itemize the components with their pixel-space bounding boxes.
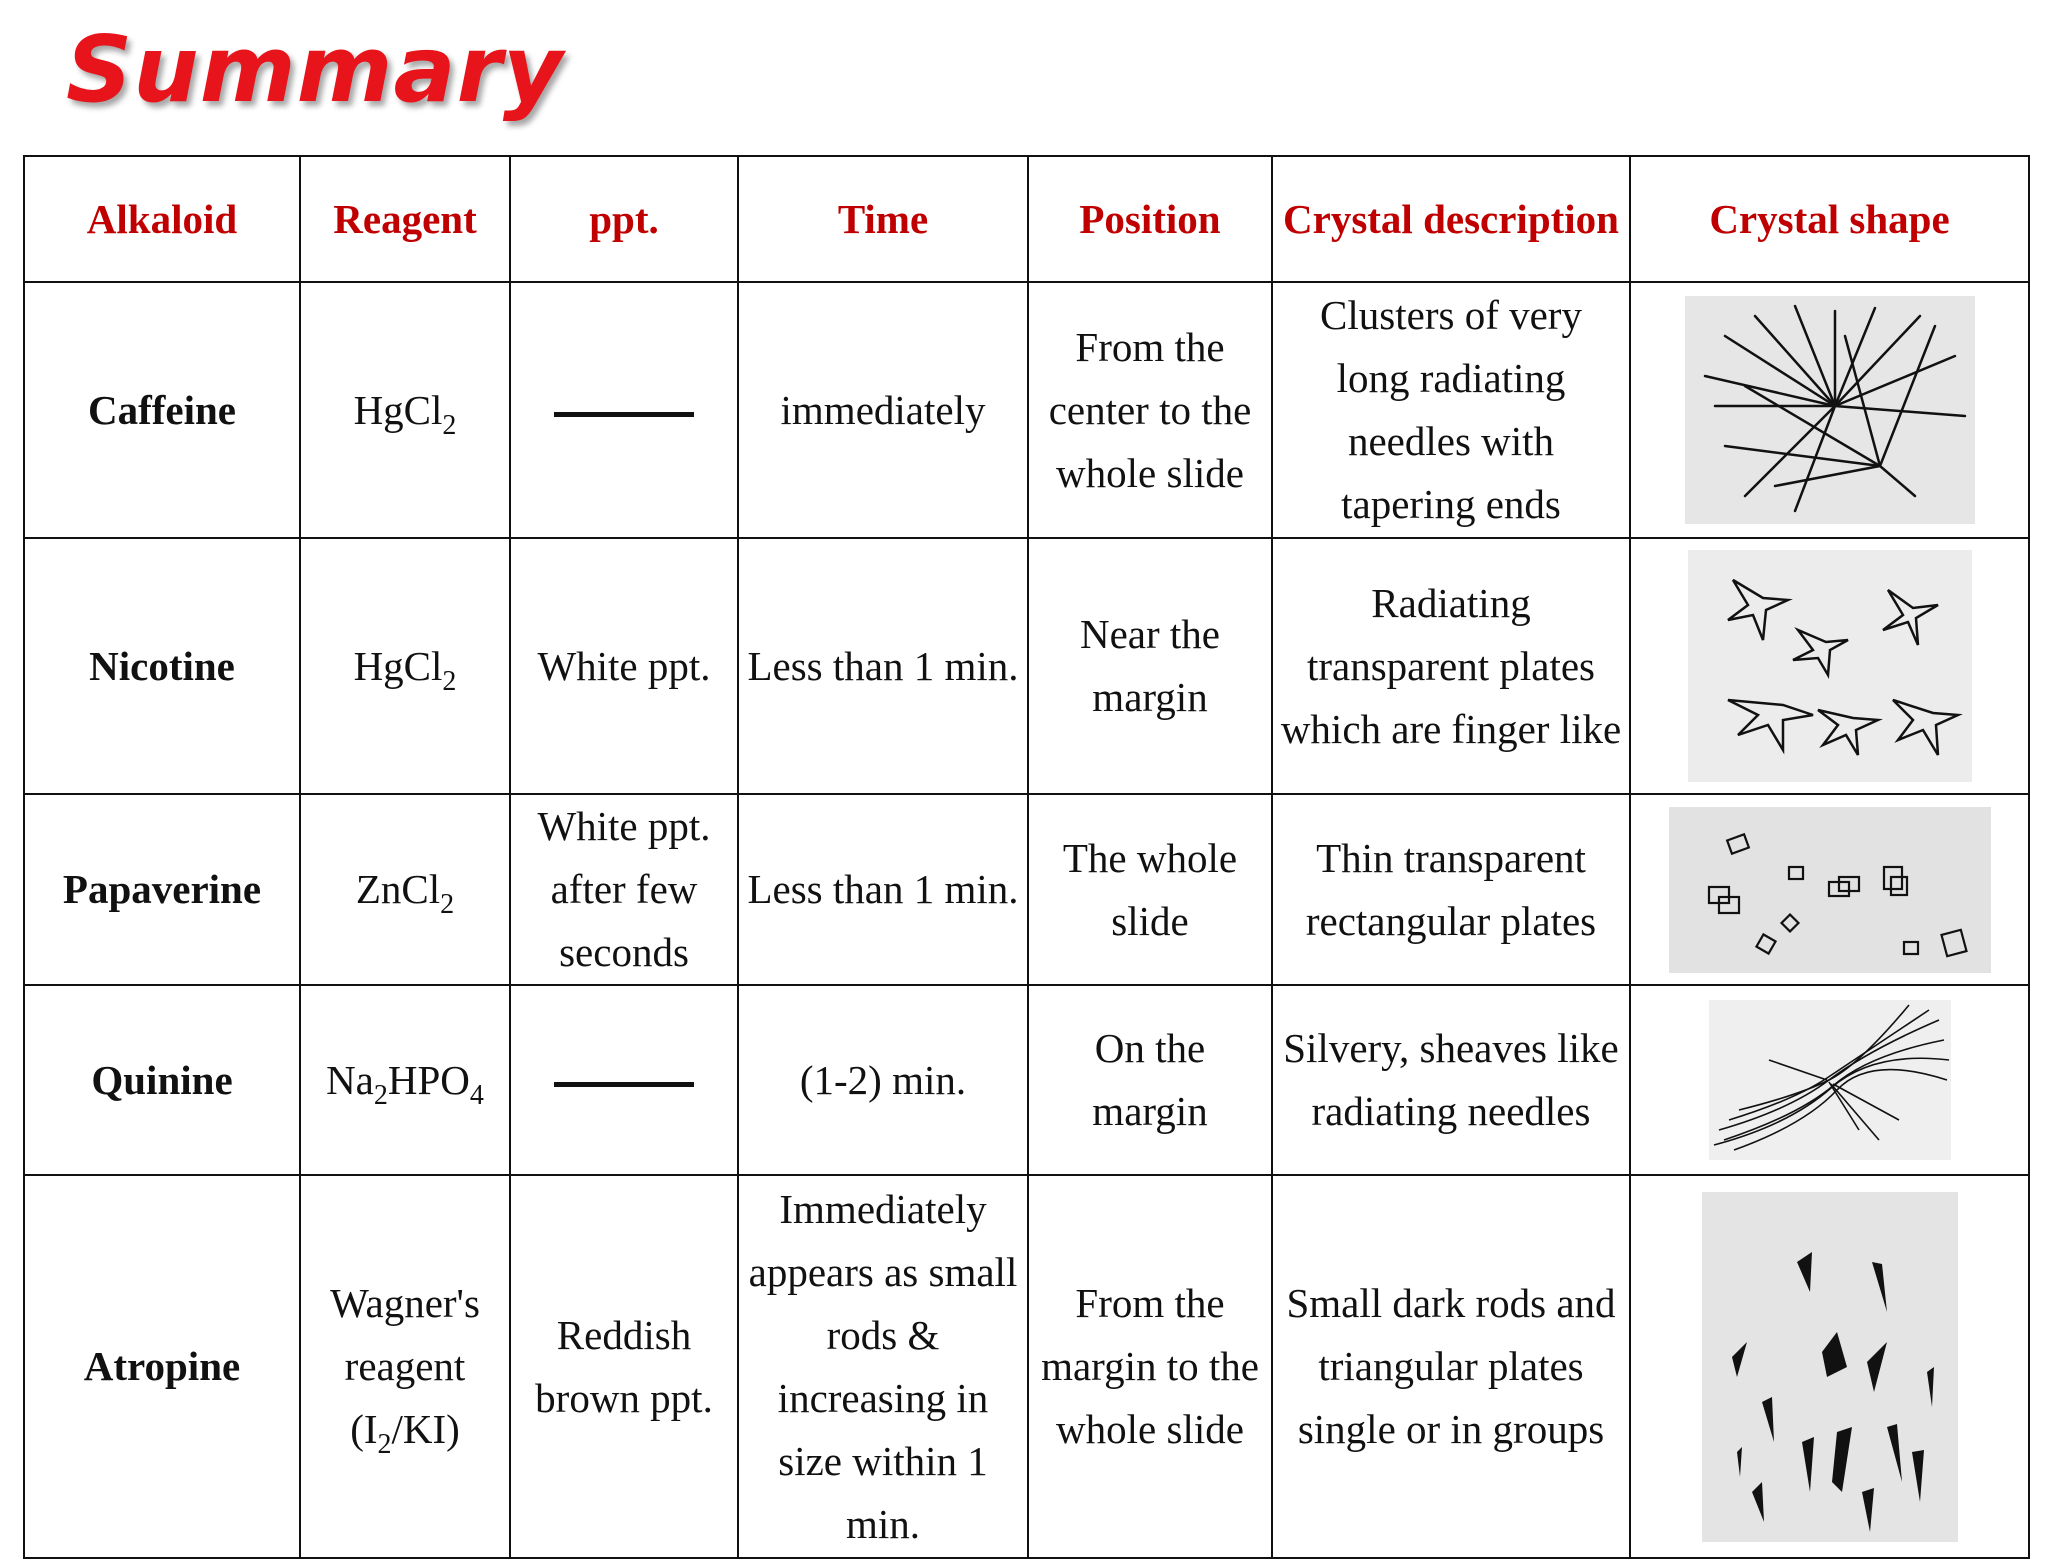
reagent-line: Wagner's xyxy=(330,1280,480,1326)
position-cell: Near the margin xyxy=(1028,538,1272,794)
reagent-cell xyxy=(300,282,510,538)
ppt-cell: Reddish brown ppt. xyxy=(510,1175,738,1558)
reagent-formula xyxy=(307,1398,503,1461)
summary-table xyxy=(23,155,2030,1559)
table-row xyxy=(24,794,2029,985)
finger-like-plates-drawing xyxy=(1688,550,1972,782)
alkaloid-cell: Nicotine xyxy=(24,538,300,794)
reagent-text: HgCl xyxy=(353,642,443,689)
reagent-subscript: 2 xyxy=(442,665,457,697)
dash-line xyxy=(554,412,694,417)
crystal-shape-cell xyxy=(1630,1175,2029,1558)
crystal-shape-cell xyxy=(1630,538,2029,794)
header-crystal-description: Crystal description xyxy=(1272,156,1630,282)
ppt-cell xyxy=(510,282,738,538)
dash-line xyxy=(554,1082,694,1087)
position-cell: On the margin xyxy=(1028,985,1272,1175)
description-cell: Clusters of very long radiating needles with tapering ends xyxy=(1272,282,1630,538)
crystal-shape-cell xyxy=(1630,985,2029,1175)
time-cell: Less than 1 min. xyxy=(738,538,1028,794)
position-cell: The whole slide xyxy=(1028,794,1272,985)
reagent-subscript: 2 xyxy=(373,1079,388,1111)
table-row xyxy=(24,1175,2029,1558)
alkaloid-cell: Papaverine xyxy=(24,794,300,985)
ppt-cell xyxy=(510,985,738,1175)
reagent-text: /KI) xyxy=(391,1406,460,1452)
crystal-shape-cell xyxy=(1630,794,2029,985)
time-cell: immediately xyxy=(738,282,1028,538)
description-cell: Small dark rods and triangular plates single or in groups xyxy=(1272,1175,1630,1558)
alkaloid-cell: Caffeine xyxy=(24,282,300,538)
table-row xyxy=(24,538,2029,794)
header-ppt: ppt. xyxy=(510,156,738,282)
header-crystal-shape: Crystal shape xyxy=(1630,156,2029,282)
reagent-cell xyxy=(300,985,510,1175)
reagent-text: HPO xyxy=(387,1056,470,1103)
reagent-cell xyxy=(300,1175,510,1558)
reagent-cell xyxy=(300,538,510,794)
rectangular-plates-drawing xyxy=(1669,807,1991,973)
time-cell: Immediately appears as small rods & increasing in size within 1 min. xyxy=(738,1175,1028,1558)
ppt-cell: White ppt. after few seconds xyxy=(510,794,738,985)
dark-rods-triangles-drawing xyxy=(1702,1192,1958,1542)
reagent-subscript: 2 xyxy=(377,1429,392,1460)
reagent-cell xyxy=(300,794,510,985)
header-alkaloid: Alkaloid xyxy=(24,156,300,282)
header-row xyxy=(24,156,2029,282)
header-time: Time xyxy=(738,156,1028,282)
description-cell: Silvery, sheaves like radiating needles xyxy=(1272,985,1630,1175)
position-cell: From the center to the whole slide xyxy=(1028,282,1272,538)
reagent-text: ZnCl xyxy=(355,866,441,912)
time-cell: (1-2) min. xyxy=(738,985,1028,1175)
header-position: Position xyxy=(1028,156,1272,282)
time-cell: Less than 1 min. xyxy=(738,794,1028,985)
table-row xyxy=(24,985,2029,1175)
sheaf-needles-drawing xyxy=(1709,1000,1951,1160)
description-cell: Radiating transparent plates which are finger like xyxy=(1272,538,1630,794)
header-reagent: Reagent xyxy=(300,156,510,282)
reagent-subscript: 2 xyxy=(440,889,455,920)
description-cell: Thin transparent rectangular plates xyxy=(1272,794,1630,985)
alkaloid-cell: Atropine xyxy=(24,1175,300,1558)
reagent-line: reagent xyxy=(344,1343,466,1389)
reagent-text: Na xyxy=(326,1056,374,1103)
radiating-needles-cluster-drawing xyxy=(1685,296,1975,524)
position-cell: From the margin to the whole slide xyxy=(1028,1175,1272,1558)
reagent-text: (I xyxy=(350,1406,378,1452)
reagent-subscript: 4 xyxy=(469,1079,484,1111)
crystal-shape-cell xyxy=(1630,282,2029,538)
table-row xyxy=(24,282,2029,538)
alkaloid-cell: Quinine xyxy=(24,985,300,1175)
page-title: Summary xyxy=(66,16,564,123)
reagent-text: HgCl xyxy=(353,386,443,433)
ppt-cell: White ppt. xyxy=(510,538,738,794)
reagent-subscript: 2 xyxy=(442,409,457,441)
